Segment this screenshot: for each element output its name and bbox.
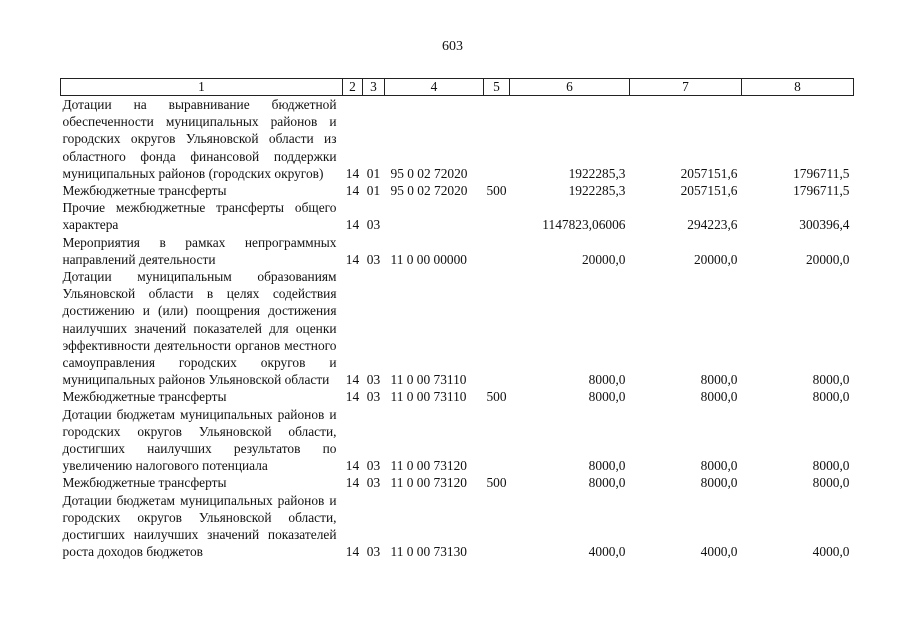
subsection-code-cell: 01 xyxy=(366,183,381,199)
amount-col6-cell: 8000,0 xyxy=(588,372,626,388)
amount-col8-cell: 8000,0 xyxy=(812,389,850,405)
column-header-4: 4 xyxy=(385,79,484,96)
amount-col7-cell: 8000,0 xyxy=(700,458,738,474)
amount-col7-cell: 8000,0 xyxy=(700,389,738,405)
row-name-cell: Межбюджетные трансферты xyxy=(62,389,227,405)
amount-col8-cell: 4000,0 xyxy=(812,544,850,560)
amount-col6-cell: 1922285,3 xyxy=(568,183,626,199)
table-row xyxy=(61,268,854,388)
amount-col7-cell: 8000,0 xyxy=(700,475,738,491)
expense-type-cell: 500 xyxy=(486,475,507,491)
row-name-cell: Межбюджетные трансферты xyxy=(62,183,227,199)
amount-col6-cell: 8000,0 xyxy=(588,389,626,405)
table-row xyxy=(61,474,854,491)
expense-type-cell xyxy=(484,492,510,561)
target-article-cell: 11 0 00 73130 xyxy=(390,544,467,560)
subsection-code-cell: 03 xyxy=(366,544,381,560)
section-code-cell: 14 xyxy=(345,251,360,267)
row-name-cell: Дотации бюджетам муниципальных районов и городских округов Ульяновской области, достигших наилучших результатов по увеличению налогового потенциала xyxy=(62,406,337,474)
expense-type-cell: 500 xyxy=(486,183,507,199)
row-name-cell: Дотации муниципальным образованиям Ульяновской области в целях содействия достижению и (или) поощрения достижения наилучших значений показателей для оценки эффективности деятельности органов местного самоуправления городских округов и муниципальных районов Ульяновской области xyxy=(62,269,337,388)
column-header-2: 2 xyxy=(343,79,363,96)
amount-col6-cell: 4000,0 xyxy=(588,544,626,560)
table-row xyxy=(61,406,854,475)
amount-col8-cell: 300396,4 xyxy=(799,217,850,233)
table-row xyxy=(61,199,854,233)
header-row xyxy=(61,79,854,96)
target-article-cell: 95 0 02 72020 xyxy=(390,165,468,181)
column-header-5: 5 xyxy=(484,79,510,96)
expense-type-cell xyxy=(484,96,510,183)
column-header-8: 8 xyxy=(742,79,854,96)
target-article-cell: 11 0 00 73110 xyxy=(390,389,467,405)
expense-type-cell xyxy=(484,199,510,233)
amount-col8-cell: 8000,0 xyxy=(812,458,850,474)
expense-type-cell xyxy=(484,268,510,388)
target-article-cell xyxy=(385,199,484,233)
column-header-1: 1 xyxy=(61,79,343,96)
target-article-cell: 95 0 02 72020 xyxy=(390,183,468,199)
subsection-code-cell: 03 xyxy=(366,372,381,388)
amount-col8-cell: 8000,0 xyxy=(812,475,850,491)
section-code-cell: 14 xyxy=(345,544,360,560)
section-code-cell: 14 xyxy=(345,217,360,233)
amount-col7-cell: 8000,0 xyxy=(700,372,738,388)
amount-col7-cell: 20000,0 xyxy=(693,251,738,267)
subsection-code-cell: 03 xyxy=(366,458,381,474)
amount-col6-cell: 8000,0 xyxy=(588,458,626,474)
table-row xyxy=(61,182,854,199)
amount-col8-cell: 1796711,5 xyxy=(793,165,850,181)
section-code-cell: 14 xyxy=(345,475,360,491)
amount-col6-cell: 8000,0 xyxy=(588,475,626,491)
section-code-cell: 14 xyxy=(345,183,360,199)
table-header xyxy=(61,79,854,96)
target-article-cell: 11 0 00 73120 xyxy=(390,475,467,491)
subsection-code-cell: 03 xyxy=(366,217,381,233)
section-code-cell: 14 xyxy=(345,458,360,474)
table-row xyxy=(61,96,854,183)
amount-col8-cell: 1796711,5 xyxy=(793,183,850,199)
row-name-cell: Мероприятия в рамках непрограммных направлений деятельности xyxy=(62,234,337,267)
amount-col8-cell: 8000,0 xyxy=(812,372,850,388)
table-row xyxy=(61,388,854,405)
row-name-cell: Прочие межбюджетные трансферты общего характера xyxy=(62,200,337,233)
page-number: 603 xyxy=(442,39,463,54)
expense-type-cell xyxy=(484,406,510,475)
amount-col7-cell: 294223,6 xyxy=(687,217,738,233)
amount-col6-cell: 20000,0 xyxy=(581,251,626,267)
subsection-code-cell: 03 xyxy=(366,475,381,491)
amount-col7-cell: 2057151,6 xyxy=(680,183,738,199)
subsection-code-cell: 01 xyxy=(366,165,381,181)
amount-col7-cell: 2057151,6 xyxy=(680,165,738,181)
amount-col7-cell: 4000,0 xyxy=(700,544,738,560)
column-header-3: 3 xyxy=(363,79,385,96)
target-article-cell: 11 0 00 73120 xyxy=(390,458,467,474)
table-row xyxy=(61,492,854,561)
section-code-cell: 14 xyxy=(345,389,360,405)
row-name-cell: Дотации на выравнивание бюджетной обеспеченности муниципальных районов и городских округов Ульяновской области из областного фонда финансовой поддержки муниципальных районов (городских округов) xyxy=(62,97,337,181)
budget-table xyxy=(60,78,854,560)
subsection-code-cell: 03 xyxy=(366,389,381,405)
target-article-cell: 11 0 00 00000 xyxy=(390,251,467,267)
target-article-cell: 11 0 00 73110 xyxy=(390,372,467,388)
column-header-7: 7 xyxy=(630,79,742,96)
amount-col8-cell: 20000,0 xyxy=(805,251,850,267)
column-header-6: 6 xyxy=(510,79,630,96)
amount-col6-cell: 1147823,06006 xyxy=(542,217,626,233)
expense-type-cell xyxy=(484,234,510,268)
table-row xyxy=(61,234,854,268)
row-name-cell: Дотации бюджетам муниципальных районов и городских округов Ульяновской области, достигших наилучших значений показателей роста доходов бюджетов xyxy=(62,492,337,560)
subsection-code-cell: 03 xyxy=(366,251,381,267)
table-body xyxy=(61,96,854,561)
section-code-cell: 14 xyxy=(345,372,360,388)
expense-type-cell: 500 xyxy=(486,389,507,405)
amount-col6-cell: 1922285,3 xyxy=(568,165,626,181)
section-code-cell: 14 xyxy=(345,165,360,181)
row-name-cell: Межбюджетные трансферты xyxy=(62,475,227,491)
